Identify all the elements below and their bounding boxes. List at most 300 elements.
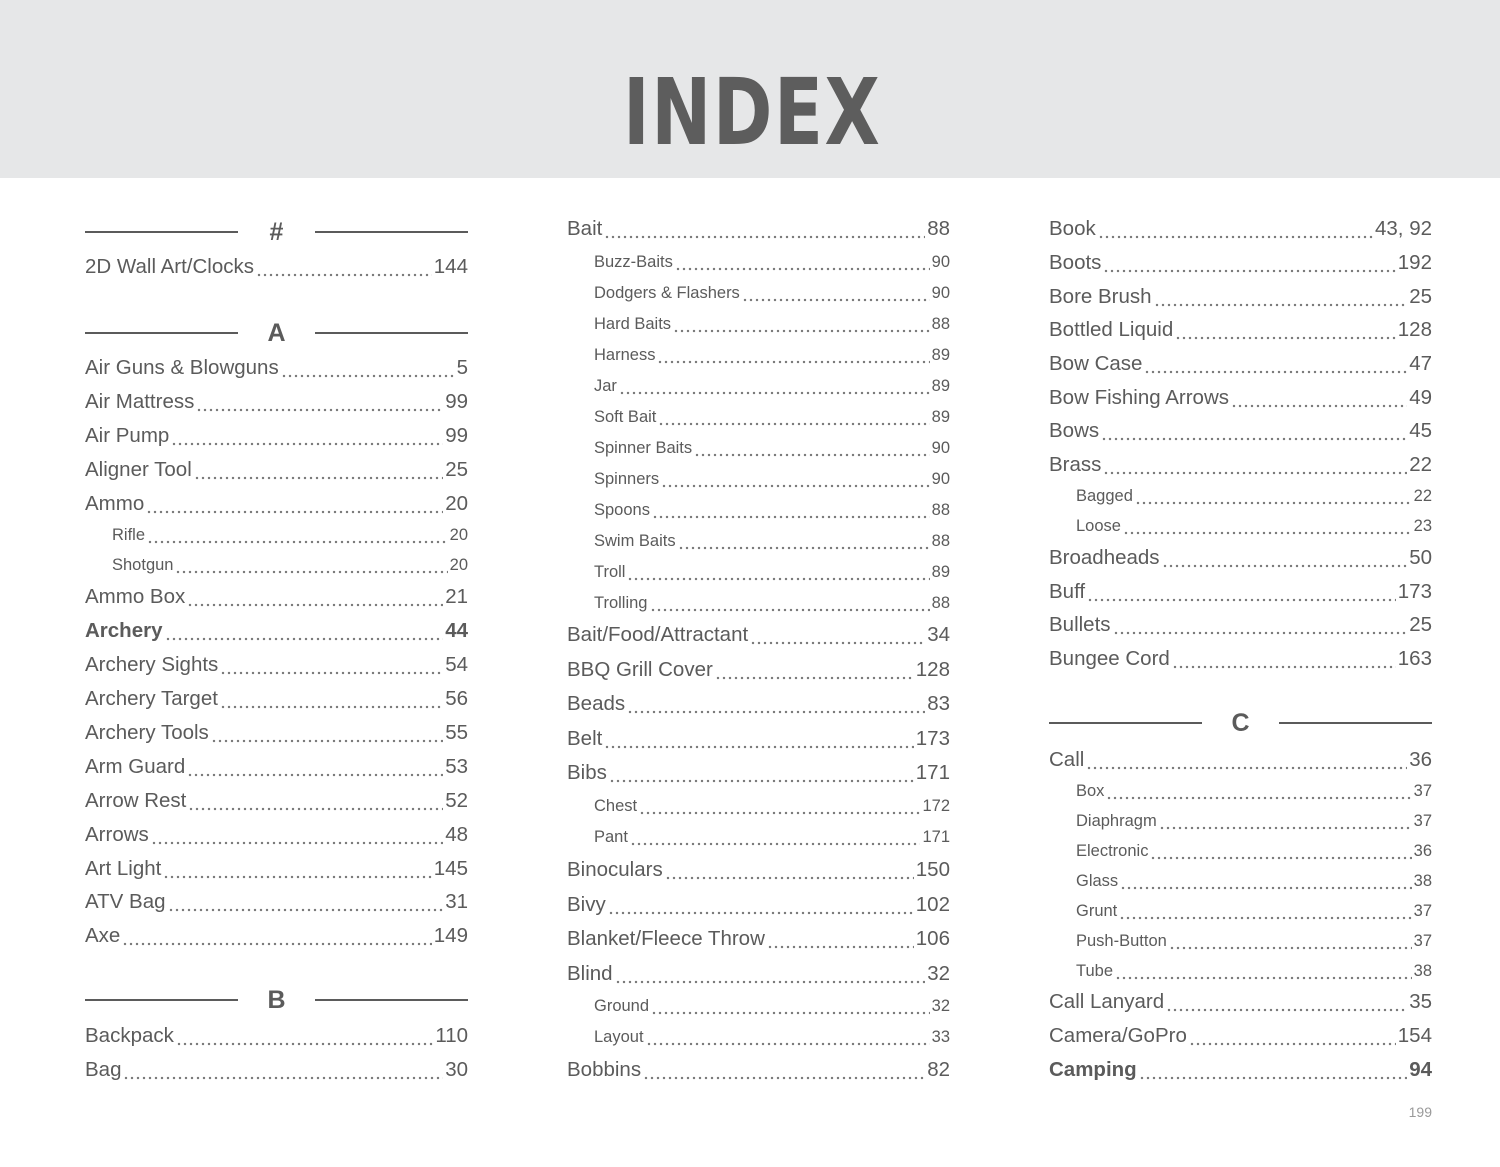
header-band xyxy=(0,0,1500,178)
dot-leader xyxy=(604,233,925,239)
entry-page-number: 22 xyxy=(1413,487,1432,505)
dot-leader xyxy=(1106,794,1411,800)
index-entry xyxy=(567,760,950,786)
index-subentry xyxy=(567,826,950,848)
dot-leader xyxy=(1103,469,1407,475)
entry-page-number: 163 xyxy=(1397,647,1432,670)
entry-label: Layout xyxy=(594,1028,644,1046)
index-subentry xyxy=(85,554,468,576)
dot-leader xyxy=(694,451,930,457)
entry-page-number: 5 xyxy=(456,356,468,379)
entry-page-number: 35 xyxy=(1409,990,1432,1013)
dot-leader xyxy=(123,1074,443,1080)
dot-leader xyxy=(176,1040,433,1046)
entry-label: Arrow Rest xyxy=(85,789,187,812)
entry-label: Archery xyxy=(85,619,163,642)
entry-label: BBQ Grill Cover xyxy=(567,658,713,681)
entry-page-number: 173 xyxy=(915,727,950,750)
entry-label: Rifle xyxy=(112,526,146,544)
entry-page-number: 36 xyxy=(1413,842,1432,860)
dot-leader xyxy=(627,575,929,581)
entry-label: Bait xyxy=(567,217,603,240)
entry-label: Blanket/Fleece Throw xyxy=(567,927,765,950)
entry-page-number: 173 xyxy=(1397,580,1432,603)
entry-page-number: 37 xyxy=(1413,932,1432,950)
index-subentry xyxy=(567,561,950,583)
entry-page-number: 110 xyxy=(435,1024,468,1047)
entry-page-number: 90 xyxy=(931,284,950,302)
index-entry xyxy=(85,652,468,678)
index-subentry xyxy=(567,282,950,304)
dot-leader xyxy=(151,839,443,845)
index-entry xyxy=(85,856,468,882)
entry-label: Bungee Cord xyxy=(1049,647,1170,670)
letter-heading xyxy=(1049,706,1432,740)
dot-leader xyxy=(1120,884,1411,890)
entry-label: ATV Bag xyxy=(85,890,166,913)
index-entry xyxy=(1049,989,1432,1015)
entry-label: Camping xyxy=(1049,1058,1137,1081)
entry-label: Buff xyxy=(1049,580,1086,603)
entry-page-number: 49 xyxy=(1409,386,1432,409)
dot-leader xyxy=(171,440,443,446)
index-entry xyxy=(85,491,468,517)
entry-page-number: 55 xyxy=(445,721,468,744)
index-entry xyxy=(1049,284,1432,310)
entry-label: Ground xyxy=(594,997,650,1015)
index-subentry xyxy=(567,437,950,459)
dot-leader xyxy=(1159,824,1412,830)
dot-leader xyxy=(1166,1006,1407,1012)
index-entry xyxy=(85,584,468,610)
entry-page-number: 20 xyxy=(449,556,468,574)
index-entry xyxy=(85,389,468,415)
entry-page-number: 53 xyxy=(445,755,468,778)
entry-page-number: 38 xyxy=(1413,962,1432,980)
index-subentry xyxy=(567,344,950,366)
dot-leader xyxy=(1123,529,1412,535)
index-entry xyxy=(567,857,950,883)
index-entry xyxy=(85,822,468,848)
entry-page-number: 37 xyxy=(1413,782,1432,800)
dot-leader xyxy=(1119,914,1411,920)
index-entry xyxy=(1049,612,1432,638)
entry-label: Shotgun xyxy=(112,556,174,574)
index-subentry xyxy=(567,468,950,490)
entry-page-number: 23 xyxy=(1413,517,1432,535)
index-subentry xyxy=(567,251,950,273)
index-subentry xyxy=(567,795,950,817)
entry-label: Buzz-Baits xyxy=(594,253,673,271)
index-entry xyxy=(567,622,950,648)
entry-page-number: 88 xyxy=(927,217,950,240)
dot-leader xyxy=(188,805,443,811)
dot-leader xyxy=(1162,562,1408,568)
entry-page-number: 172 xyxy=(922,797,950,815)
entry-label: Bows xyxy=(1049,419,1100,442)
dot-leader xyxy=(165,635,444,641)
entry-page-number: 54 xyxy=(445,653,468,676)
page-number: 199 xyxy=(1408,1104,1432,1120)
entry-page-number: 171 xyxy=(922,828,950,846)
index-subentry xyxy=(1049,960,1432,982)
entry-label: Bottled Liquid xyxy=(1049,318,1174,341)
entry-page-number: 89 xyxy=(931,346,950,364)
entry-label: Broadheads xyxy=(1049,546,1160,569)
index-entry xyxy=(1049,351,1432,377)
dot-leader xyxy=(1150,854,1411,860)
entry-label: Bag xyxy=(85,1058,122,1081)
entry-label: Art Light xyxy=(85,857,162,880)
index-entry xyxy=(1049,646,1432,672)
entry-page-number: 192 xyxy=(1397,251,1432,274)
entry-label: Beads xyxy=(567,692,626,715)
entry-page-number: 88 xyxy=(931,532,950,550)
entry-page-number: 88 xyxy=(931,315,950,333)
index-entry xyxy=(85,254,468,280)
index-entry xyxy=(567,961,950,987)
entry-label: Bivy xyxy=(567,893,606,916)
entry-label: Boots xyxy=(1049,251,1102,274)
dot-leader xyxy=(146,508,443,514)
index-entry xyxy=(1049,545,1432,571)
entry-page-number: 150 xyxy=(915,858,950,881)
dot-leader xyxy=(639,809,920,815)
entry-label: Harness xyxy=(594,346,656,364)
dot-leader xyxy=(1231,402,1407,408)
entry-label: Call Lanyard xyxy=(1049,990,1165,1013)
index-subentry xyxy=(567,313,950,335)
entry-page-number: 83 xyxy=(927,692,950,715)
entry-page-number: 37 xyxy=(1413,902,1432,920)
entry-page-number: 34 xyxy=(927,623,950,646)
dot-leader xyxy=(1101,435,1407,441)
index-subentry xyxy=(85,524,468,546)
index-entry xyxy=(1049,216,1432,242)
index-subentry xyxy=(567,1026,950,1048)
index-entry xyxy=(85,1057,468,1083)
entry-label: Loose xyxy=(1076,517,1121,535)
entry-label: Trolling xyxy=(594,594,648,612)
entry-label: Diaphragm xyxy=(1076,812,1157,830)
entry-page-number: 52 xyxy=(445,789,468,812)
dot-leader xyxy=(657,358,929,364)
entry-page-number: 25 xyxy=(445,458,468,481)
entry-label: Tube xyxy=(1076,962,1113,980)
index-entry xyxy=(567,1057,950,1083)
entry-label: Camera/GoPro xyxy=(1049,1024,1187,1047)
entry-label: Swim Baits xyxy=(594,532,676,550)
dot-leader xyxy=(609,777,914,783)
entry-label: Hard Baits xyxy=(594,315,672,333)
entry-label: Bagged xyxy=(1076,487,1133,505)
dot-leader xyxy=(630,840,921,846)
index-subentry xyxy=(1049,840,1432,862)
entry-label: Bore Brush xyxy=(1049,285,1152,308)
dot-leader xyxy=(1154,301,1408,307)
index-entry xyxy=(1049,418,1432,444)
entry-label: Bait/Food/Attractant xyxy=(567,623,749,646)
dot-leader xyxy=(661,482,930,488)
index-entry xyxy=(1049,452,1432,478)
dot-leader xyxy=(281,372,455,378)
entry-page-number: 38 xyxy=(1413,872,1432,890)
index-entry xyxy=(1049,317,1432,343)
entry-page-number: 48 xyxy=(445,823,468,846)
entry-page-number: 154 xyxy=(1397,1024,1432,1047)
entry-label: Blind xyxy=(567,962,613,985)
entry-page-number: 36 xyxy=(1409,748,1432,771)
dot-leader xyxy=(604,743,913,749)
dot-leader xyxy=(767,943,914,949)
dot-leader xyxy=(168,906,444,912)
entry-page-number: 99 xyxy=(445,424,468,447)
entry-label: Push-Button xyxy=(1076,932,1167,950)
dot-leader xyxy=(187,601,443,607)
entry-label: Belt xyxy=(567,727,603,750)
dot-leader xyxy=(194,474,443,480)
index-entry xyxy=(85,720,468,746)
entry-page-number: 50 xyxy=(1409,546,1432,569)
entry-page-number: 43, 92 xyxy=(1375,217,1432,240)
entry-page-number: 31 xyxy=(445,890,468,913)
index-entry xyxy=(85,1023,468,1049)
entry-label: Bow Fishing Arrows xyxy=(1049,386,1230,409)
index-entry xyxy=(567,926,950,952)
entry-page-number: 32 xyxy=(931,997,950,1015)
entry-page-number: 33 xyxy=(931,1028,950,1046)
entry-page-number: 171 xyxy=(915,761,950,784)
index-entry xyxy=(85,457,468,483)
dot-leader xyxy=(163,873,431,879)
index-entry xyxy=(1049,747,1432,773)
index-subentry xyxy=(1049,810,1432,832)
index-entry xyxy=(567,726,950,752)
entry-label: Bibs xyxy=(567,761,607,784)
dot-leader xyxy=(627,708,925,714)
entry-page-number: 128 xyxy=(915,658,950,681)
index-subentry xyxy=(1049,900,1432,922)
index-subentry xyxy=(1049,870,1432,892)
entry-page-number: 20 xyxy=(449,526,468,544)
index-entry xyxy=(85,754,468,780)
index-entry xyxy=(567,691,950,717)
index-subentry xyxy=(567,406,950,428)
dot-leader xyxy=(1144,368,1407,374)
entry-page-number: 22 xyxy=(1409,453,1432,476)
entry-label: Arrows xyxy=(85,823,149,846)
entry-label: Ammo xyxy=(85,492,145,515)
index-entry xyxy=(85,788,468,814)
dot-leader xyxy=(211,737,443,743)
index-subentry xyxy=(1049,930,1432,952)
entry-page-number: 144 xyxy=(433,255,468,278)
entry-label: Binoculars xyxy=(567,858,663,881)
dot-leader xyxy=(1139,1074,1407,1080)
entry-label: 2D Wall Art/Clocks xyxy=(85,255,254,278)
dot-leader xyxy=(256,271,432,277)
index-entry xyxy=(567,892,950,918)
dot-leader xyxy=(615,978,926,984)
index-entry xyxy=(85,923,468,949)
index-subentry xyxy=(567,499,950,521)
entry-label: Bullets xyxy=(1049,613,1111,636)
entry-label: Glass xyxy=(1076,872,1119,890)
index-entry xyxy=(85,686,468,712)
dot-leader xyxy=(1115,974,1412,980)
dot-leader xyxy=(619,389,930,395)
entry-page-number: 21 xyxy=(445,585,468,608)
index-subentry xyxy=(567,995,950,1017)
entry-label: Archery Tools xyxy=(85,721,209,744)
entry-label: Air Guns & Blowguns xyxy=(85,356,279,379)
dot-leader xyxy=(1189,1040,1396,1046)
entry-label: Brass xyxy=(1049,453,1102,476)
entry-page-number: 106 xyxy=(915,927,950,950)
entry-page-number: 99 xyxy=(445,390,468,413)
entry-page-number: 89 xyxy=(931,377,950,395)
dot-leader xyxy=(1135,499,1412,505)
letter-heading-label: A xyxy=(267,319,286,347)
entry-label: Spinner Baits xyxy=(594,439,693,457)
entry-page-number: 25 xyxy=(1409,613,1432,636)
entry-label: Box xyxy=(1076,782,1105,800)
entry-label: Bow Case xyxy=(1049,352,1143,375)
dot-leader xyxy=(750,639,925,645)
dot-leader xyxy=(1172,663,1396,669)
index-entry xyxy=(567,216,950,242)
dot-leader xyxy=(1086,764,1407,770)
entry-label: Troll xyxy=(594,563,626,581)
entry-label: Grunt xyxy=(1076,902,1118,920)
dot-leader xyxy=(646,1040,930,1046)
index-subentry xyxy=(1049,515,1432,537)
index-entry xyxy=(85,889,468,915)
entry-page-number: 37 xyxy=(1413,812,1432,830)
dot-leader xyxy=(1103,267,1395,273)
index-entry xyxy=(1049,1057,1432,1083)
entry-label: Dodgers & Flashers xyxy=(594,284,740,302)
index-subentry xyxy=(567,375,950,397)
dot-leader xyxy=(608,909,914,915)
index-entry xyxy=(567,657,950,683)
letter-heading xyxy=(85,983,468,1017)
entry-label: Aligner Tool xyxy=(85,458,192,481)
dot-leader xyxy=(1098,233,1373,239)
dot-leader xyxy=(678,544,930,550)
entry-label: Electronic xyxy=(1076,842,1149,860)
entry-label: Archery Sights xyxy=(85,653,219,676)
entry-page-number: 25 xyxy=(1409,285,1432,308)
entry-page-number: 94 xyxy=(1409,1058,1432,1081)
index-subentry xyxy=(1049,485,1432,507)
letter-heading xyxy=(85,215,468,249)
entry-page-number: 90 xyxy=(931,253,950,271)
entry-label: Pant xyxy=(594,828,628,846)
entry-label: Arm Guard xyxy=(85,755,186,778)
entry-label: Spoons xyxy=(594,501,650,519)
entry-label: Bobbins xyxy=(567,1058,642,1081)
entry-page-number: 30 xyxy=(445,1058,468,1081)
dot-leader xyxy=(1113,629,1408,635)
entry-label: Jar xyxy=(594,377,617,395)
entry-page-number: 102 xyxy=(915,893,950,916)
entry-label: Book xyxy=(1049,217,1096,240)
entry-page-number: 88 xyxy=(931,501,950,519)
dot-leader xyxy=(187,771,443,777)
dot-leader xyxy=(122,940,431,946)
dot-leader xyxy=(652,513,930,519)
dot-leader xyxy=(643,1074,925,1080)
entry-page-number: 20 xyxy=(445,492,468,515)
dot-leader xyxy=(658,420,929,426)
index-entry xyxy=(1049,250,1432,276)
dot-leader xyxy=(715,674,914,680)
dot-leader xyxy=(196,406,443,412)
entry-page-number: 44 xyxy=(445,619,468,642)
entry-label: Call xyxy=(1049,748,1085,771)
dot-leader xyxy=(651,1009,930,1015)
dot-leader xyxy=(220,669,443,675)
entry-page-number: 45 xyxy=(1409,419,1432,442)
index-entry xyxy=(85,355,468,381)
index-subentry xyxy=(567,530,950,552)
entry-page-number: 47 xyxy=(1409,352,1432,375)
letter-heading xyxy=(85,316,468,350)
entry-page-number: 89 xyxy=(931,408,950,426)
entry-page-number: 90 xyxy=(931,439,950,457)
index-entry xyxy=(85,618,468,644)
entry-page-number: 82 xyxy=(927,1058,950,1081)
index-entry xyxy=(1049,579,1432,605)
dot-leader xyxy=(675,265,930,271)
entry-page-number: 145 xyxy=(433,857,468,880)
entry-label: Soft Bait xyxy=(594,408,657,426)
letter-heading-label: B xyxy=(267,986,286,1014)
index-entry xyxy=(1049,385,1432,411)
index-entry xyxy=(1049,1023,1432,1049)
dot-leader xyxy=(1175,334,1396,340)
entry-page-number: 149 xyxy=(433,924,468,947)
index-subentry xyxy=(567,592,950,614)
entry-label: Chest xyxy=(594,797,638,815)
entry-page-number: 89 xyxy=(931,563,950,581)
dot-leader xyxy=(673,327,930,333)
dot-leader xyxy=(220,703,443,709)
dot-leader xyxy=(665,874,914,880)
entry-page-number: 90 xyxy=(931,470,950,488)
entry-label: Backpack xyxy=(85,1024,174,1047)
entry-page-number: 56 xyxy=(445,687,468,710)
index-subentry xyxy=(1049,780,1432,802)
entry-label: Archery Target xyxy=(85,687,218,710)
dot-leader xyxy=(147,538,448,544)
entry-page-number: 32 xyxy=(927,962,950,985)
entry-page-number: 88 xyxy=(931,594,950,612)
index-entry xyxy=(85,423,468,449)
dot-leader xyxy=(1087,596,1396,602)
letter-heading-label: # xyxy=(269,218,284,246)
dot-leader xyxy=(742,296,930,302)
dot-leader xyxy=(650,606,930,612)
entry-label: Air Mattress xyxy=(85,390,195,413)
entry-label: Axe xyxy=(85,924,121,947)
entry-label: Air Pump xyxy=(85,424,170,447)
dot-leader xyxy=(175,568,447,574)
letter-heading-label: C xyxy=(1231,709,1250,737)
page-title: INDEX xyxy=(622,59,882,166)
entry-label: Spinners xyxy=(594,470,660,488)
